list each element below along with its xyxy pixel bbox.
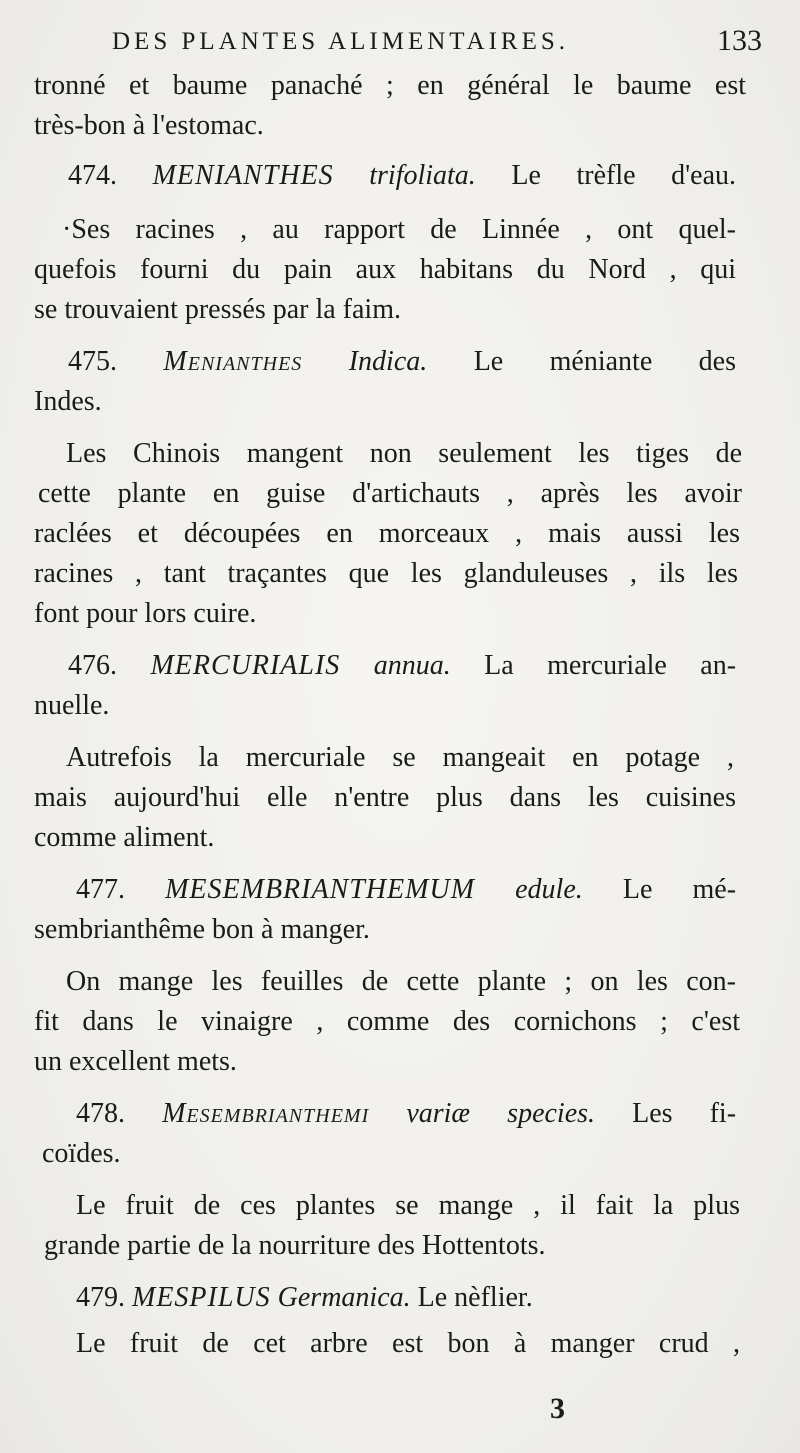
text-line: quefois fourni du pain aux habitans du Nord , qui — [34, 254, 736, 285]
text-line: Le fruit de cet arbre est bon à manger crud , — [76, 1328, 740, 1359]
species-name: Germanica. — [277, 1282, 411, 1313]
text-line: très-bon à l'estomac. — [34, 110, 264, 141]
genus-name: MERCURIALIS — [150, 650, 341, 681]
text-line: tronné et baume panaché ; en général le baume est — [34, 70, 746, 101]
text-line: coïdes. — [42, 1138, 121, 1169]
text-line: racines , tant traçantes que les glanduleuses , ils les — [34, 558, 738, 589]
entry-heading-475 — [68, 344, 736, 380]
common-name: Le mé- — [622, 874, 737, 905]
species-name: annua. — [373, 650, 451, 681]
text-line: Le fruit de ces plantes se mange , il fait la plus — [76, 1190, 740, 1221]
entry-number: 479. — [76, 1282, 125, 1313]
genus-name: Menianthes — [163, 346, 303, 377]
species-name: trifoliata. — [369, 160, 476, 191]
text-line: mais aujourd'hui elle n'entre plus dans les cuisines — [34, 782, 736, 813]
text-line: raclées et découpées en morceaux , mais aussi les — [34, 518, 740, 549]
running-title: DES PLANTES ALIMENTAIRES. — [112, 28, 570, 55]
text-line: se trouvaient pressés par la faim. — [34, 294, 401, 325]
entry-heading-474 — [68, 158, 736, 194]
common-name: Le méniante des — [473, 346, 737, 377]
entry-number: 477. — [76, 874, 125, 905]
text-line: font pour lors cuire. — [34, 598, 257, 629]
entry-heading-476 — [68, 648, 736, 684]
species-name: edule. — [515, 874, 583, 905]
species-name: Indica. — [348, 346, 428, 377]
common-name: Le trèfle d'eau. — [511, 160, 736, 191]
text-line: On mange les feuilles de cette plante ; on les con- — [66, 966, 736, 997]
species-name: variæ species. — [406, 1098, 596, 1129]
common-name: Les fi- — [632, 1098, 737, 1129]
common-name: Le nèflier. — [417, 1282, 533, 1313]
text-line: grande partie de la nourriture des Hottentots. — [44, 1230, 546, 1261]
text-line: Les Chinois mangent non seulement les tiges de — [66, 438, 742, 469]
text-line: Autrefois la mercuriale se mangeait en potage , — [66, 742, 734, 773]
signature-mark: 3 — [550, 1392, 565, 1425]
text-line: sembrianthême bon à manger. — [34, 914, 370, 945]
running-head — [0, 22, 800, 62]
common-name: La mercuriale an- — [484, 650, 737, 681]
genus-name: MESEMBRIANTHEMUM — [165, 874, 476, 905]
text-line: fit dans le vinaigre , comme des cornichons ; c'est — [34, 1006, 740, 1037]
text-line: un excellent mets. — [34, 1046, 237, 1077]
genus-name: MENIANTHES — [152, 160, 334, 191]
page-number: 133 — [717, 24, 762, 57]
entry-number: 475. — [68, 346, 117, 377]
entry-number: 474. — [68, 160, 117, 191]
text-line: cette plante en guise d'artichauts , après les avoir — [38, 478, 742, 509]
entry-number: 476. — [68, 650, 117, 681]
text-line: comme aliment. — [34, 822, 215, 853]
text-line: nuelle. — [34, 690, 110, 721]
genus-name: Mesembrianthemi — [162, 1098, 370, 1129]
entry-number: 478. — [76, 1098, 125, 1129]
entry-heading-479 — [76, 1280, 533, 1316]
entry-heading-477 — [76, 872, 736, 908]
entry-heading-478 — [76, 1096, 736, 1132]
text-line: Indes. — [34, 386, 102, 417]
genus-name: MESPILUS — [132, 1282, 271, 1313]
text-line: ·Ses racines , au rapport de Linnée , ont quel- — [62, 214, 736, 245]
